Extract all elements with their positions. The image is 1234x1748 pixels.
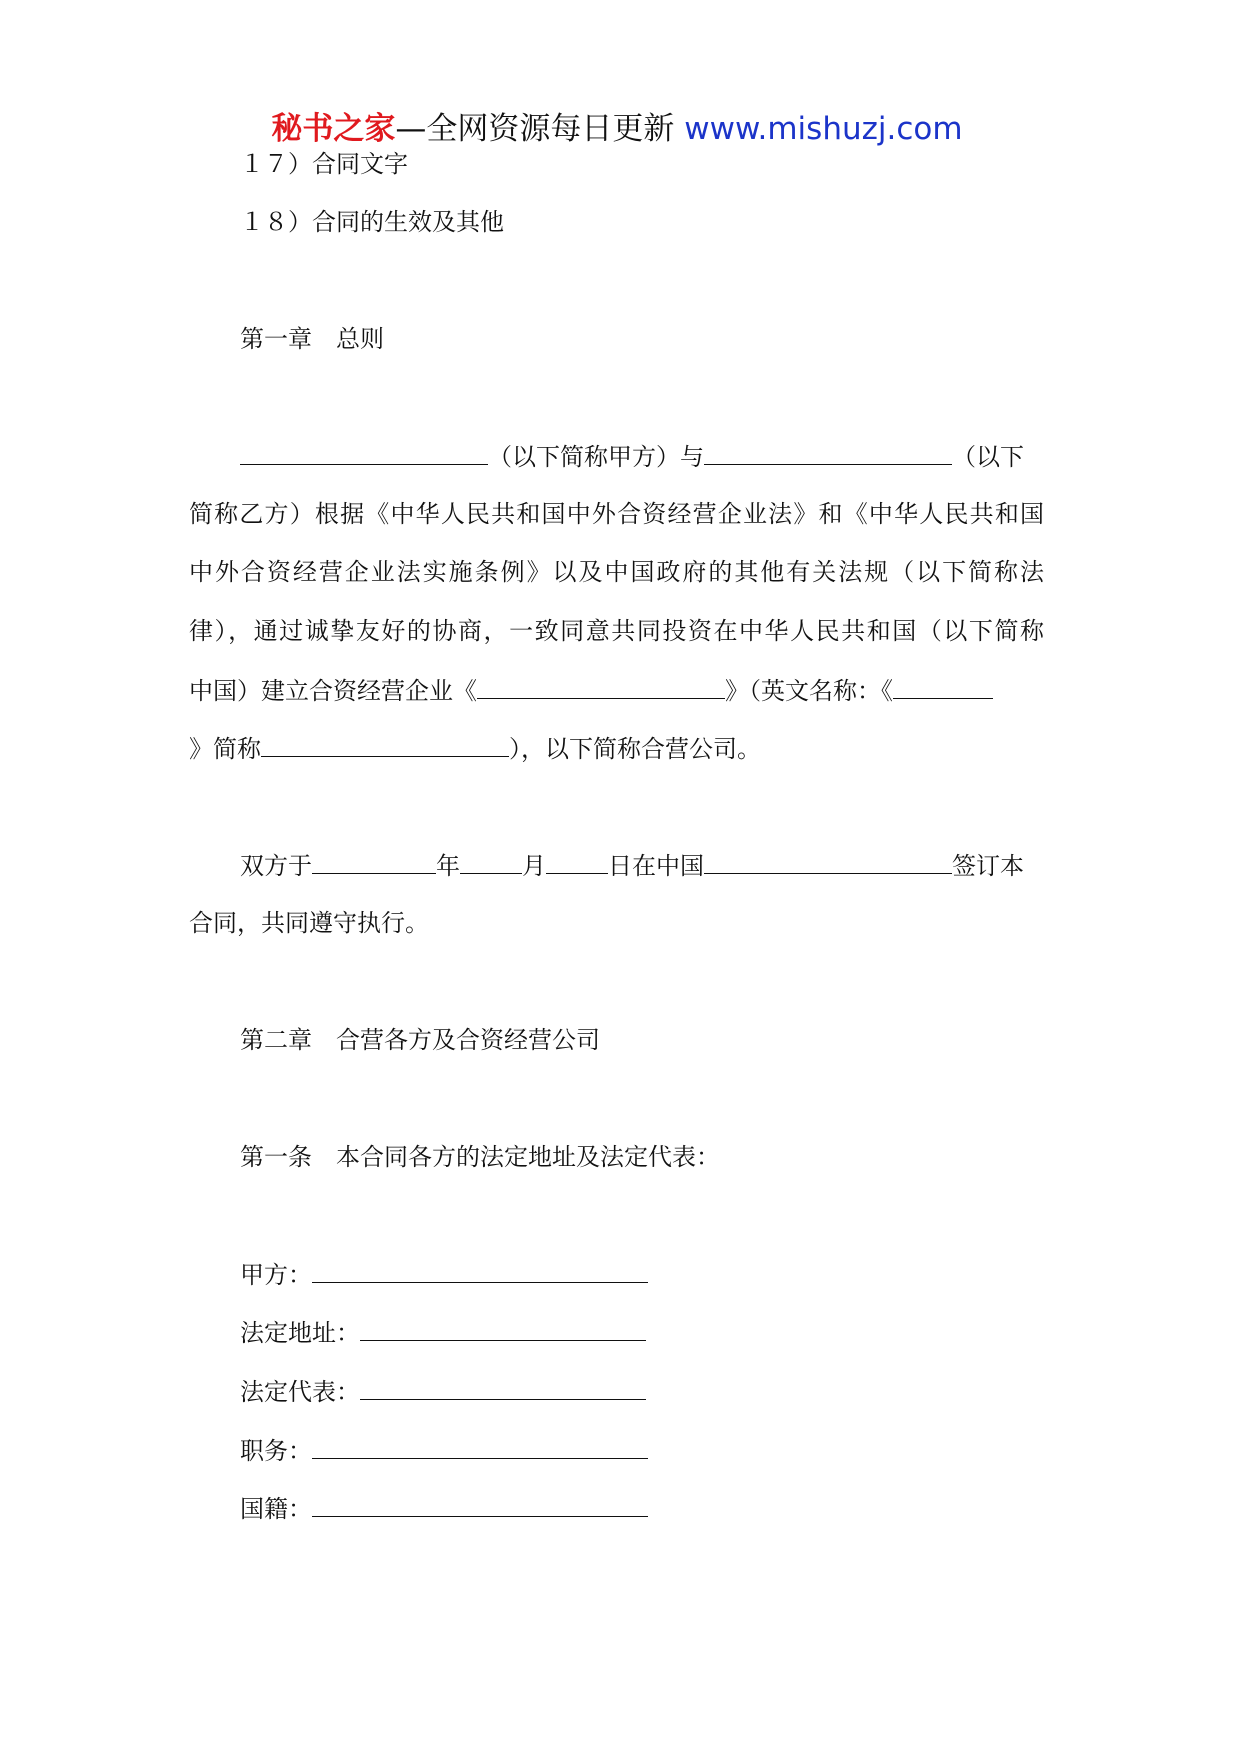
party-b-blank[interactable] — [704, 442, 952, 465]
jv-name-blank[interactable] — [477, 676, 725, 699]
header-url[interactable]: www.mishuzj.com — [684, 111, 963, 147]
field-nationality — [240, 1494, 648, 1523]
field-legal-address — [240, 1318, 646, 1347]
field-label: 甲方： — [240, 1261, 312, 1289]
article1-heading: 第一条 本合同各方的法定地址及法定代表： — [240, 1143, 720, 1171]
party-a-text: （以下简称甲方）与 — [488, 443, 704, 471]
toc-item-17: １７）合同文字 — [240, 150, 408, 178]
field-position — [240, 1436, 648, 1465]
signing-prefix: 双方于 — [240, 852, 312, 880]
header-slogan: —全网资源每日更新 — [395, 111, 675, 147]
chapter1-para-line4: 律），通过诚挚友好的协商，一致同意共同投资在中华人民共和国（以下简称 — [189, 617, 1044, 645]
toc-item-18: １８）合同的生效及其他 — [240, 208, 504, 236]
english-name-prefix: 》（英文名称：《 — [725, 677, 893, 705]
year-blank[interactable] — [312, 851, 436, 874]
english-name-blank[interactable] — [893, 676, 993, 699]
chapter1-title: 第一章 总则 — [240, 325, 384, 353]
signing-suffix: 签订本 — [952, 852, 1024, 880]
party-a-input[interactable] — [312, 1260, 648, 1283]
legal-representative-input[interactable] — [360, 1377, 646, 1400]
chapter1-para-line1 — [240, 442, 1024, 471]
header-brand: 秘书之家 — [271, 111, 396, 147]
jv-name-prefix: 中国）建立合资经营企业《 — [189, 677, 477, 705]
place-blank[interactable] — [704, 851, 952, 874]
position-input[interactable] — [312, 1436, 648, 1459]
chapter2-title: 第二章 合营各方及合资经营公司 — [240, 1026, 600, 1054]
field-legal-representative — [240, 1377, 646, 1406]
year-label: 年 — [436, 852, 460, 880]
field-party-a — [240, 1260, 648, 1289]
chapter1-para-line3: 中外合资经营企业法实施条例》以及中国政府的其他有关法规（以下简称法 — [189, 558, 1044, 586]
day-label: 日在中国 — [608, 852, 704, 880]
party-a-blank[interactable] — [240, 442, 488, 465]
field-label: 国籍： — [240, 1495, 312, 1523]
field-label: 职务： — [240, 1437, 312, 1465]
abbreviation-prefix: 》简称 — [189, 735, 261, 763]
legal-address-input[interactable] — [360, 1318, 646, 1341]
signing-line2: 合同，共同遵守执行。 — [189, 909, 429, 937]
field-label: 法定代表： — [240, 1378, 360, 1406]
month-blank[interactable] — [460, 851, 522, 874]
party-b-text: （以下 — [952, 443, 1024, 471]
page-header — [0, 103, 1234, 148]
signing-line1 — [240, 851, 1024, 880]
abbreviation-blank[interactable] — [261, 734, 509, 757]
month-label: 月 — [522, 852, 546, 880]
nationality-input[interactable] — [312, 1494, 648, 1517]
abbreviation-suffix: ），以下简称合营公司。 — [509, 735, 761, 763]
chapter1-para-line6 — [189, 734, 761, 763]
chapter1-para-line5 — [189, 676, 993, 705]
day-blank[interactable] — [546, 851, 608, 874]
field-label: 法定地址： — [240, 1319, 360, 1347]
chapter1-para-line2: 简称乙方）根据《中华人民共和国中外合资经营企业法》和《中华人民共和国 — [189, 500, 1044, 528]
